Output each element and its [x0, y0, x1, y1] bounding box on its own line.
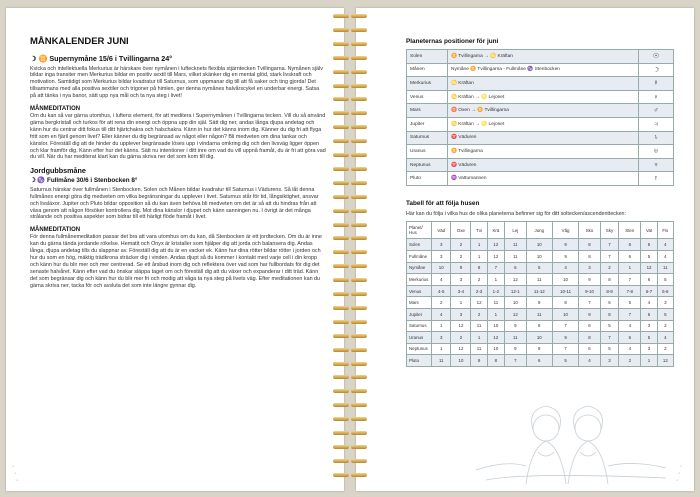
houses-row	[407, 332, 674, 344]
houses-cell: 5	[641, 332, 657, 344]
houses-cell: 10	[487, 343, 504, 355]
houses-cell: 4-5	[432, 285, 451, 297]
spiral-ring	[333, 290, 367, 299]
houses-cell: 10	[432, 262, 451, 274]
houses-cell: 4	[619, 320, 641, 332]
houses-cell: 12	[505, 308, 527, 320]
planet-glyph-icon: ☿	[639, 77, 674, 91]
houses-cell: 5	[641, 239, 657, 251]
houses-cell: 3	[600, 355, 618, 367]
left-page-content	[30, 36, 326, 296]
spiral-ring	[333, 262, 367, 271]
houses-cell: 11	[505, 239, 527, 251]
houses-cell: 5	[641, 250, 657, 262]
houses-row-label: Merkurius	[407, 274, 432, 286]
left-page	[6, 8, 344, 491]
planet-position: ♋ Kräftan → ♌ Lejonet	[448, 117, 639, 131]
houses-cell: 4	[657, 239, 673, 251]
houses-cell: 5	[552, 355, 578, 367]
planet-name: Jupiter	[407, 117, 448, 131]
planet-glyph-icon: ☽	[639, 63, 674, 77]
spiral-ring	[333, 415, 367, 424]
houses-cell: 5	[526, 262, 552, 274]
spiral-ring	[333, 193, 367, 202]
houses-cell: 9	[526, 297, 552, 309]
houses-cell: 9	[552, 332, 578, 344]
houses-header-row	[407, 222, 674, 239]
houses-column-header: Våg	[552, 222, 578, 239]
planet-row	[407, 145, 674, 159]
houses-cell: 2	[471, 308, 487, 320]
planet-row	[407, 131, 674, 145]
spiral-ring	[333, 304, 367, 313]
houses-cell: 3	[641, 343, 657, 355]
houses-cell: 5	[657, 274, 673, 286]
houses-cell: 8	[526, 320, 552, 332]
houses-cell: 11	[471, 320, 487, 332]
houses-row-label: Jupiter	[407, 308, 432, 320]
houses-cell: 2	[600, 262, 618, 274]
planet-position: ♉ Oxen → ♊ Tvillingarna	[448, 104, 639, 118]
houses-row	[407, 343, 674, 355]
planet-name: Neptunus	[407, 158, 448, 172]
houses-cell: 3	[432, 239, 451, 251]
houses-row	[407, 239, 674, 251]
houses-cell: 6	[619, 332, 641, 344]
houses-cell: 12	[471, 297, 487, 309]
spiral-ring	[333, 137, 367, 146]
houses-cell: 11	[657, 262, 673, 274]
houses-column-header: Krä	[487, 222, 504, 239]
houses-row	[407, 308, 674, 320]
houses-cell: 7	[600, 332, 618, 344]
houses-cell: 1	[432, 320, 451, 332]
full-moon-meditation-text: För denna fullmånemeditation passar det bra att vara utomhus om du kan, då Stenbocken är ett jordtecken. Om du är inne kan du gärna tända jordande rökelse. Hematit och Onyx är kristaller som hjälper dig att jorda och balansera dig. Andas långa, djupa andetag tills du slappnar av. Föreställ dig att du är en vacker ek. Känn hur dina rötter bildar rötter i jorden och hur du som en hög, mäktig trädkrona sträcker dig i vinden. Andas djupt så du kommer i kontakt med varje cell i din kropp och känn hur du blir mer och mer centrerad. Se ett årsbud inom dig och reflektera över vad som har fullbordats för dig det senaste halvåret. Känn efter vad du önskar släppa taget om och föreställ dig att du växer och expanderar i ditt träd. Känn det som begränsar dig och känn hur du blir mer fri och modig att våga ta nya steg på livets väg. Efter meditationen kan du gärna skriva ner, tacka för och avsluta det som inte längre gynnar dig.	[30, 234, 322, 289]
new-moon-meditation-heading: MÅNMEDITATION	[30, 106, 81, 113]
houses-cell: 6-7	[641, 285, 657, 297]
right-page	[356, 8, 694, 491]
planet-glyph-icon: ♅	[639, 145, 674, 159]
full-moon-meditation-heading: MÅNMEDITATION	[30, 227, 81, 234]
houses-cell: 3	[451, 308, 471, 320]
houses-cell: 12	[487, 332, 504, 344]
houses-cell: 2	[451, 250, 471, 262]
spiral-ring	[333, 12, 367, 21]
houses-cell: 6	[579, 320, 601, 332]
houses-row	[407, 285, 674, 297]
full-moon-text: Saturnus härskar över fullmånen i Stenbocken. Solen och Månen bildar kvadratur till Saturnus i Vädurens. Så låt denna fullmånes energi göra dig medveten om vilka begränsningar du upplever i livet. Saturnus står för tid, långsiktighet, ansvar och livsläxor. Jupiter och Pluto bildar opposition så du kan även behöva bli medveten om det är så att du hindras från att växa genom att någon försöker kontrollera dig. Mot dina känslor i djupet och känn sanningen nu. I övrigt är det många strålande och positiva aspekter som bidrar till ett härligt flöde framåt i livet.	[30, 186, 319, 221]
spiral-ring	[333, 123, 367, 132]
houses-cell: 4	[657, 250, 673, 262]
houses-table-description: Här kan du följa i vilka hus de olika planeterna befinner sig för ditt soltecken/ascendenttecken:	[406, 210, 626, 217]
planets-table-title: Planeternas positioner för juni	[406, 38, 499, 45]
spiral-ring	[333, 332, 367, 341]
twins-illustration	[476, 400, 666, 484]
planet-row	[407, 104, 674, 118]
houses-cell: 8	[552, 297, 578, 309]
houses-cell: 8	[579, 332, 601, 344]
houses-cell: 12	[657, 355, 673, 367]
houses-cell: 10-11	[552, 285, 578, 297]
houses-cell: 12	[487, 250, 504, 262]
spiral-ring	[333, 276, 367, 285]
planet-position: ♈ Väduren	[448, 131, 639, 145]
houses-cell: 11	[487, 297, 504, 309]
houses-cell: 1-2	[487, 285, 504, 297]
houses-cell: 2	[432, 297, 451, 309]
houses-table	[406, 221, 674, 367]
houses-cell: 1	[471, 239, 487, 251]
new-moon-meditation-text: Om du kan så var gärna utomhus, i luftens element, för att meditera i Supernymånen i Tvillingarna tecken. Vill du så använd gärna bergkristall och turkos för att rena din energi och öppna upp din själ. Sätt dig ner, andas långa djupa andetag och känn hur du centrar ditt fokus till ditt hjärtchakra och halschakra. Känn in hur det känns inom dig. Känner du dig fri att flyga fritt som en fjäril genom livet? Eller känner du dig begränsad av något eller någon? Bli medveten om dina tankar och känslor. Föreställ dig att de hinder du upplever begränsade löses upp i vindarna omkring dig och den livsväg ligger öppen och klar framför dig. Känn efter hur det känns. Sätt nu intentioner i ditt inre om vad du vill uppnå framåt, du är fri att göra vad du vill. När du har mediterat klart kan du gärna skriva ner det som kom till dig.	[30, 113, 326, 161]
houses-cell: 4	[432, 274, 451, 286]
right-page-content	[406, 38, 676, 367]
full-moon-subheading: ☽ ♑ Fullmåne 30/6 i Stenbocken 8°	[30, 176, 138, 184]
planet-name: Saturnus	[407, 131, 448, 145]
spiral-ring	[333, 82, 367, 91]
planet-name: Mars	[407, 104, 448, 118]
houses-cell: 6	[619, 250, 641, 262]
houses-cell: 5-6	[657, 285, 673, 297]
houses-cell: 2	[657, 343, 673, 355]
houses-cell: 4	[579, 355, 601, 367]
spiral-ring	[333, 373, 367, 382]
houses-cell: 9	[552, 239, 578, 251]
spiral-ring	[333, 151, 367, 160]
houses-row-label: Fullmåne	[407, 250, 432, 262]
houses-cell: 8	[600, 308, 618, 320]
houses-cell: 9-10	[579, 285, 601, 297]
houses-cell: 9	[579, 308, 601, 320]
houses-cell: 10	[526, 250, 552, 262]
houses-cell: 6	[619, 239, 641, 251]
new-moon-text: Kvicka och intellektuella Merkurius är härskare över nymånen i luftecknets flexibla stjärntecken Tvillingarna. Nymånen själv bildar inga transiter men Merkurius bildar en positiv sextil till Mars, vilket skänker dig en mental glöd, stark livskraft och motivation. Samtidigt som Merkurius bildar kvadratur till Saturnus, som uppmanar dig till att få saker och ting gjorda! Det tillsammans med alla positiva sextiler och trigoner på himlen, ger denna nymånes halvårscykel en underbar energi. Satsa på att tänka i nya banor, sätt upp nya mål och ta nya steg i livet!	[30, 65, 323, 100]
houses-column-header: Sky	[600, 222, 618, 239]
houses-column-header: Sko	[579, 222, 601, 239]
houses-column-header: Tvi	[471, 222, 487, 239]
houses-cell: 1	[471, 250, 487, 262]
spiral-ring	[333, 26, 367, 35]
houses-row-label: Saturnus	[407, 320, 432, 332]
houses-cell: 7	[487, 262, 504, 274]
planet-name: Pluto	[407, 172, 448, 186]
houses-cell: 8	[526, 343, 552, 355]
spiral-ring	[333, 40, 367, 49]
planet-position: ♊ Tvillingarna	[448, 145, 639, 159]
houses-cell: 7	[579, 297, 601, 309]
houses-column-header: Oxe	[451, 222, 471, 239]
planet-position: ♈ Väduren	[448, 158, 639, 172]
planet-row	[407, 158, 674, 172]
houses-column-header: Fis	[657, 222, 673, 239]
houses-cell: 8-9	[600, 285, 618, 297]
planet-glyph-icon: ♀	[639, 90, 674, 104]
houses-cell: 4	[641, 297, 657, 309]
houses-row-label: Nymåne	[407, 262, 432, 274]
houses-cell: 8	[579, 250, 601, 262]
houses-cell: 8	[487, 355, 504, 367]
houses-cell: 11	[505, 332, 527, 344]
houses-cell: 1	[619, 262, 641, 274]
houses-cell: 11	[526, 274, 552, 286]
houses-cell: 5	[600, 343, 618, 355]
houses-cell: 1	[641, 355, 657, 367]
spiral-ring	[333, 179, 367, 188]
planet-glyph-icon: ♆	[639, 158, 674, 172]
houses-row-label: Uranus	[407, 332, 432, 344]
houses-cell: 5	[619, 297, 641, 309]
houses-cell: 7	[600, 239, 618, 251]
spiral-ring	[333, 401, 367, 410]
spiral-ring	[333, 95, 367, 104]
planets-table	[406, 49, 674, 186]
houses-cell: 1	[471, 332, 487, 344]
houses-column-header: Väd	[432, 222, 451, 239]
houses-cell: 7-8	[619, 285, 641, 297]
houses-cell: 6	[600, 297, 618, 309]
houses-cell: 4	[432, 308, 451, 320]
planet-row	[407, 77, 674, 91]
houses-cell: 6	[641, 308, 657, 320]
full-moon-heading: Jordgubbsmåne	[30, 166, 86, 176]
spiral-ring	[333, 429, 367, 438]
houses-cell: 5	[600, 320, 618, 332]
spiral-binding	[333, 12, 367, 487]
houses-cell: 11	[526, 308, 552, 320]
planet-position: ♊ Tvillingarna → ♋ Kräftan	[448, 50, 639, 64]
houses-cell: 12	[451, 343, 471, 355]
houses-cell: 7	[619, 274, 641, 286]
houses-cell: 3-4	[451, 285, 471, 297]
houses-cell: 12	[505, 274, 527, 286]
houses-cell: 5	[657, 308, 673, 320]
planet-glyph-icon: ♂	[639, 104, 674, 118]
spiral-ring	[333, 54, 367, 63]
spiral-ring	[333, 471, 367, 480]
planet-row	[407, 172, 674, 186]
houses-row	[407, 297, 674, 309]
spiral-ring	[333, 221, 367, 230]
houses-cell: 4	[552, 262, 578, 274]
planet-row	[407, 50, 674, 64]
houses-cell: 12	[487, 239, 504, 251]
houses-cell: 9	[451, 262, 471, 274]
houses-cell: 6	[641, 274, 657, 286]
spiral-ring	[333, 248, 367, 257]
houses-cell: 6	[579, 343, 601, 355]
houses-cell: 7	[552, 343, 578, 355]
houses-cell: 9	[579, 274, 601, 286]
houses-cell: 11	[471, 343, 487, 355]
houses-cell: 8	[471, 262, 487, 274]
houses-cell: 12	[451, 320, 471, 332]
spiral-ring	[333, 318, 367, 327]
houses-row-label: Neptunus	[407, 343, 432, 355]
planet-name: Månen	[407, 63, 448, 77]
houses-cell: 10	[487, 320, 504, 332]
spiral-ring	[333, 207, 367, 216]
houses-cell: 9	[471, 355, 487, 367]
houses-column-header: Lej	[505, 222, 527, 239]
planet-position: ♒ Vattumannen	[448, 172, 639, 186]
houses-column-header: Planet/ Hus	[407, 222, 432, 239]
houses-column-header: Sten	[619, 222, 641, 239]
planet-position: Nymåne ♊ Tvillingarna - Fullmåne ♑ Stenbocken	[448, 63, 639, 77]
spiral-ring	[333, 68, 367, 77]
houses-row	[407, 355, 674, 367]
houses-cell: 11	[505, 250, 527, 262]
new-moon-heading: ☽ ♊ Supernymåne 15/6 i Tvillingarna 24°	[30, 54, 173, 63]
houses-cell: 6	[526, 355, 552, 367]
houses-cell: 12-1	[505, 285, 527, 297]
houses-cell: 8	[600, 274, 618, 286]
houses-row	[407, 274, 674, 286]
houses-cell: 3	[432, 250, 451, 262]
houses-column-header: Vat	[641, 222, 657, 239]
houses-cell: 2	[619, 355, 641, 367]
houses-row	[407, 320, 674, 332]
houses-row-label: Mars	[407, 297, 432, 309]
houses-cell: 3	[579, 262, 601, 274]
planet-name: Merkurius	[407, 77, 448, 91]
spiral-ring	[333, 165, 367, 174]
houses-cell: 6	[505, 262, 527, 274]
houses-cell: 3	[432, 332, 451, 344]
page-title: MÅNKALENDER JUNI	[30, 36, 129, 47]
houses-cell: 2	[451, 332, 471, 344]
houses-row	[407, 262, 674, 274]
houses-cell: 11	[432, 355, 451, 367]
houses-cell: 2-3	[471, 285, 487, 297]
houses-row-label: Solen	[407, 239, 432, 251]
houses-cell: 4	[657, 332, 673, 344]
houses-table-title: Tabell för att följa husen	[406, 199, 480, 207]
planet-glyph-icon: ♃	[639, 117, 674, 131]
planet-position: ♋ Kräftan	[448, 77, 639, 91]
houses-cell: 7	[552, 320, 578, 332]
houses-row-label: Venus	[407, 285, 432, 297]
houses-cell: 3	[451, 274, 471, 286]
houses-cell: 2	[471, 274, 487, 286]
planet-position: ♋ Kräftan → ♌ Lejonet	[448, 90, 639, 104]
planet-glyph-icon: ♄	[639, 131, 674, 145]
houses-row-label: Pluto	[407, 355, 432, 367]
planet-name: Venus	[407, 90, 448, 104]
houses-cell: 10	[451, 355, 471, 367]
houses-cell: 9	[505, 320, 527, 332]
houses-cell: 1	[487, 274, 504, 286]
houses-cell: 1	[432, 343, 451, 355]
houses-cell: 8	[579, 239, 601, 251]
houses-cell: 3	[641, 320, 657, 332]
houses-cell: 10	[552, 308, 578, 320]
houses-cell: 1	[487, 308, 504, 320]
houses-cell: 9	[505, 343, 527, 355]
spiral-ring	[333, 443, 367, 452]
spiral-ring	[333, 387, 367, 396]
planet-name: Solen	[407, 50, 448, 64]
spiral-ring	[333, 360, 367, 369]
planet-row	[407, 63, 674, 77]
houses-cell: 2	[657, 320, 673, 332]
spiral-ring	[333, 346, 367, 355]
houses-cell: 7	[505, 355, 527, 367]
houses-column-header: Jung	[526, 222, 552, 239]
planet-name: Uranus	[407, 145, 448, 159]
houses-cell: 7	[619, 308, 641, 320]
houses-cell: 10	[526, 332, 552, 344]
spiral-ring	[333, 234, 367, 243]
spiral-ring	[333, 457, 367, 466]
spiral-ring	[333, 109, 367, 118]
houses-cell: 10	[505, 297, 527, 309]
planet-row	[407, 117, 674, 131]
houses-cell: 1	[451, 297, 471, 309]
corner-dots-decoration: · · ·	[12, 463, 19, 484]
houses-cell: 3	[657, 297, 673, 309]
houses-cell: 12	[641, 262, 657, 274]
houses-cell: 2	[451, 239, 471, 251]
planet-glyph-icon: ☉	[639, 50, 674, 64]
houses-row	[407, 250, 674, 262]
houses-cell: 11-12	[526, 285, 552, 297]
corner-dots-decoration-right: · · ·	[676, 463, 683, 484]
houses-cell: 4	[619, 343, 641, 355]
houses-cell: 10	[526, 239, 552, 251]
houses-cell: 10	[552, 274, 578, 286]
planet-glyph-icon: ♇	[639, 172, 674, 186]
houses-cell: 9	[552, 250, 578, 262]
planet-row	[407, 90, 674, 104]
houses-cell: 7	[600, 250, 618, 262]
